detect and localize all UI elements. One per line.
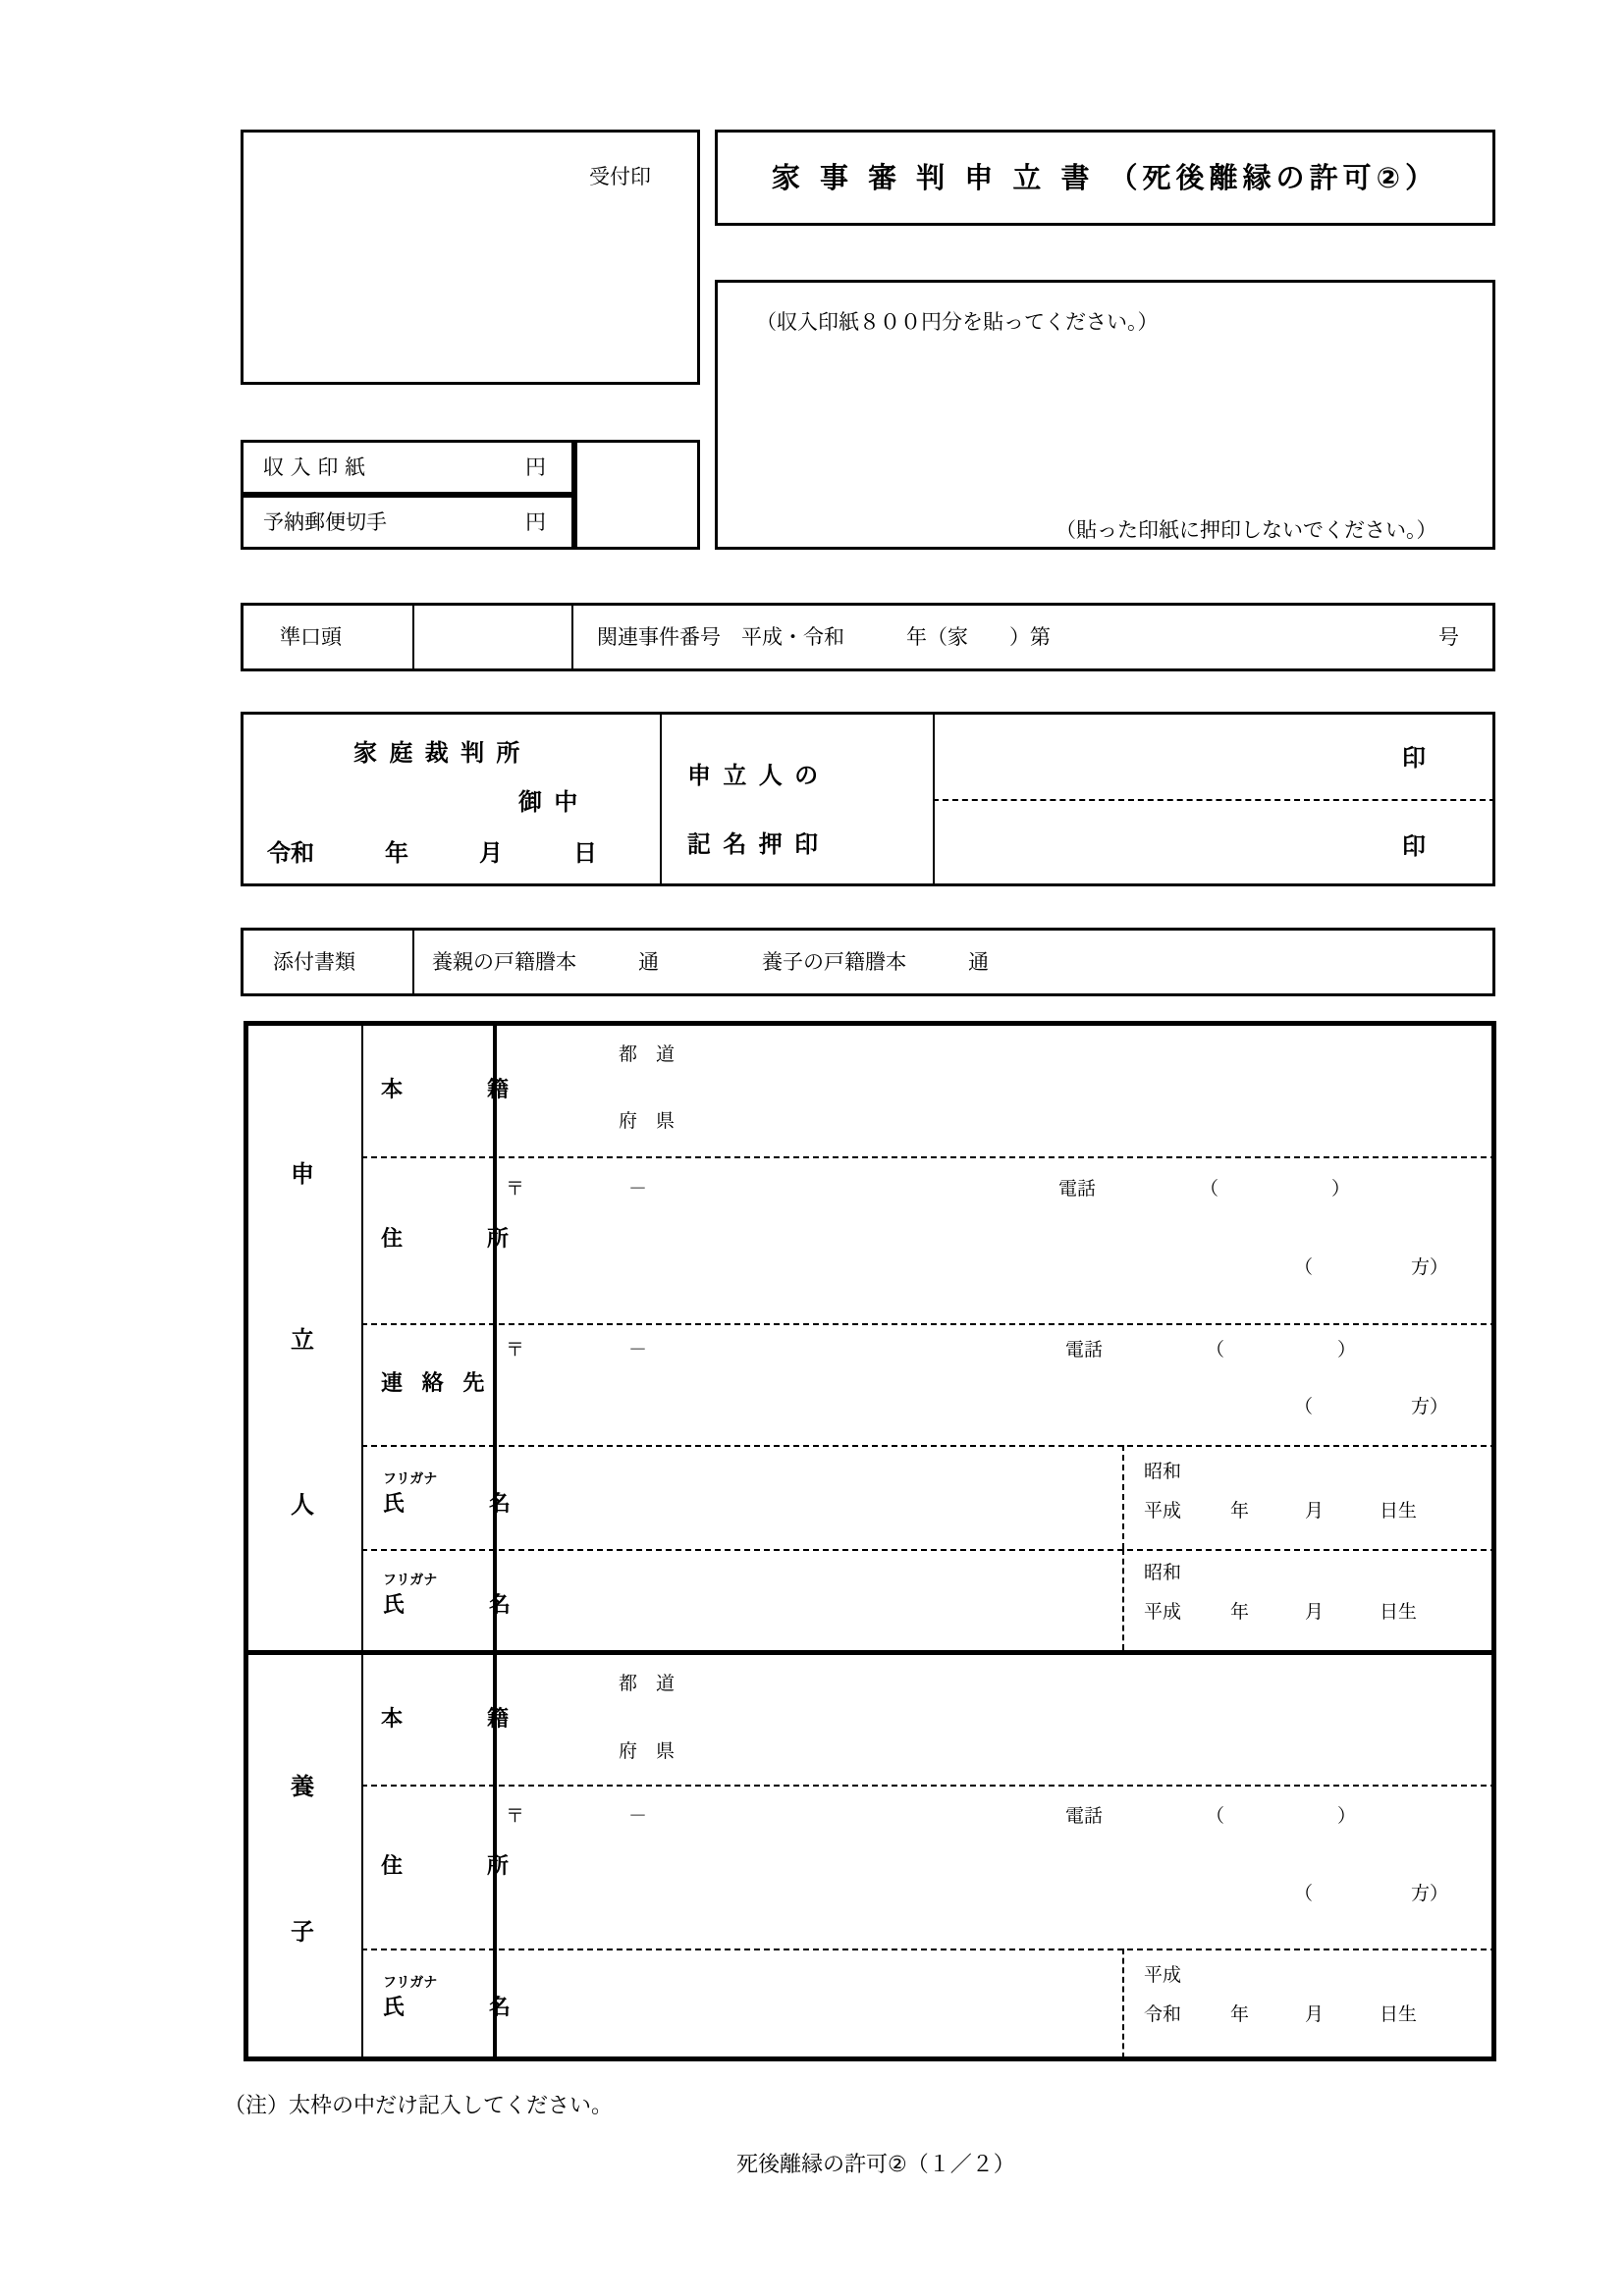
- seal-mark-1[interactable]: 印: [1402, 744, 1426, 772]
- applicant-renrakusaki-bottom: [361, 1445, 1496, 1447]
- filing-date-line: 令和 年 月 日: [267, 839, 597, 867]
- applicant-seal-label-line1: 申 立 人 の: [687, 762, 821, 789]
- group-label-applicant: [244, 1024, 361, 1650]
- child-name-era-reiwa[interactable]: 令和: [1144, 2003, 1182, 2025]
- child-jusho-careof-close: 方）: [1411, 1883, 1449, 1904]
- child-jusho-label: 住 所: [381, 1853, 523, 1879]
- attachments-divider: [412, 928, 414, 996]
- child-name-furigana-label: フリガナ: [383, 1975, 438, 1991]
- applicant-renrakusaki-careof-close: 方）: [1411, 1396, 1449, 1417]
- footer-form-id: 死後離縁の許可②（１／２）: [736, 2153, 1015, 2177]
- applicant-jusho-phone-label: 電話: [1058, 1178, 1097, 1200]
- group-label-adopted-child: [244, 1655, 361, 2058]
- child-jusho-phone-open: （: [1206, 1805, 1225, 1827]
- applicant-name1-bottom: [361, 1549, 1496, 1551]
- fee-postage-label: 予納郵便切手: [263, 509, 387, 534]
- party-group-col-divider: [361, 1024, 363, 2058]
- applicant-honseki-fuken: 府 県: [619, 1110, 676, 1132]
- group-label-applicant-char-1: 申: [291, 1160, 314, 1189]
- group-label-child-char-2: 子: [291, 1918, 314, 1947]
- applicant-honseki-todo: 都 道: [619, 1043, 676, 1065]
- fee-postage-unit: 円: [525, 509, 546, 534]
- applicant-jusho-careof-close: 方）: [1411, 1256, 1449, 1278]
- applicant-renrakusaki-phone-open: （: [1206, 1339, 1225, 1361]
- applicant-renrakusaki-careof-open: （: [1294, 1396, 1314, 1417]
- applicant-name2-era-showa[interactable]: 昭和: [1144, 1562, 1182, 1583]
- fee-stamp-unit: 円: [525, 454, 546, 479]
- child-jusho-postal-dash: －: [628, 1805, 648, 1827]
- court-block-divider-1: [660, 712, 662, 886]
- group-label-applicant-char-2: 立: [291, 1325, 314, 1354]
- seal-cell-split: [933, 799, 1495, 801]
- child-jusho-careof-open: （: [1294, 1883, 1314, 1904]
- case-row-divider-1: [412, 603, 414, 671]
- court-name-label: 家 庭 裁 判 所: [353, 739, 522, 767]
- applicant-jusho-careof-open: （: [1294, 1256, 1314, 1278]
- applicant-renrakusaki-postal-mark: 〒: [506, 1339, 525, 1361]
- child-honseki-fuken: 府 県: [619, 1740, 676, 1762]
- applicant-name2-dob-suffix: 年 月 日生: [1230, 1601, 1418, 1623]
- applicant-jusho-postal-mark: 〒: [506, 1178, 525, 1200]
- applicant-name1-era-showa[interactable]: 昭和: [1144, 1461, 1182, 1482]
- court-honorific-label: 御 中: [518, 788, 580, 816]
- attachments-text[interactable]: 養親の戸籍謄本 通 養子の戸籍謄本 通: [432, 949, 989, 974]
- child-name-dob-divider: [1122, 1949, 1124, 2058]
- applicant-name2-era-heisei[interactable]: 平成: [1144, 1601, 1182, 1623]
- applicant-jusho-bottom: [361, 1323, 1496, 1325]
- applicant-name2-furigana-label: フリガナ: [383, 1573, 438, 1588]
- applicant-jusho-phone-close: ）: [1331, 1178, 1351, 1200]
- child-honseki-bottom: [361, 1785, 1496, 1787]
- group-label-applicant-char-3: 人: [291, 1490, 314, 1519]
- child-honseki-label: 本 籍: [381, 1707, 523, 1732]
- applicant-jusho-phone-open: （: [1200, 1178, 1219, 1200]
- applicant-name1-furigana-label: フリガナ: [383, 1471, 438, 1487]
- child-name-era-heisei[interactable]: 平成: [1144, 1964, 1182, 1986]
- applicant-honseki-bottom: [361, 1156, 1496, 1158]
- applicant-name2-dob-divider: [1122, 1549, 1124, 1650]
- group-label-child-char-1: 養: [291, 1772, 314, 1800]
- applicant-name1-dob-suffix: 年 月 日生: [1230, 1500, 1418, 1522]
- applicant-name2-label: 氏 名: [383, 1593, 525, 1618]
- no-seal-note: （貼った印紙に押印しないでください。）: [1056, 518, 1437, 542]
- case-number-suffix: 号: [1438, 624, 1459, 649]
- applicant-jusho-postal-dash: －: [628, 1178, 648, 1200]
- seal-mark-2[interactable]: 印: [1402, 832, 1426, 860]
- child-jusho-phone-close: ）: [1337, 1805, 1357, 1827]
- applicant-name1-dob-divider: [1122, 1445, 1124, 1549]
- child-name-dob-suffix: 年 月 日生: [1230, 2003, 1418, 2025]
- child-name-label: 氏 名: [383, 1996, 525, 2020]
- revenue-stamp-note: （収入印紙８００円分を貼ってください。）: [756, 310, 1159, 334]
- attachments-label: 添付書類: [273, 949, 355, 974]
- applicant-name1-label: 氏 名: [383, 1492, 525, 1517]
- applicant-renrakusaki-postal-dash: －: [628, 1339, 648, 1361]
- child-honseki-todo: 都 道: [619, 1673, 676, 1694]
- applicant-jusho-label: 住 所: [381, 1227, 523, 1252]
- page-title: 家 事 審 判 申 立 書 （死後離縁の許可②）: [771, 160, 1439, 194]
- footer-note: （注）太枠の中だけ記入してください。: [224, 2094, 614, 2118]
- applicant-renrakusaki-phone-label: 電話: [1065, 1339, 1104, 1361]
- related-case-number-label: 関連事件番号 平成・令和 年（家 ）第: [597, 624, 1051, 649]
- fee-stamp-label: 収 入 印 紙: [263, 454, 366, 479]
- receipt-stamp-label: 受付印: [589, 165, 651, 188]
- applicant-name1-era-heisei[interactable]: 平成: [1144, 1500, 1182, 1522]
- child-jusho-bottom: [361, 1949, 1496, 1950]
- applicant-renrakusaki-label: 連 絡 先: [381, 1371, 491, 1396]
- fee-side-blank-cell: [574, 440, 700, 550]
- case-row-divider-2: [571, 603, 573, 671]
- applicant-honseki-label: 本 籍: [381, 1077, 523, 1102]
- applicant-renrakusaki-phone-close: ）: [1337, 1339, 1357, 1361]
- applicant-seal-label-line2: 記 名 押 印: [687, 830, 821, 858]
- oral-label: 準口頭: [280, 624, 342, 649]
- child-jusho-phone-label: 電話: [1065, 1805, 1104, 1827]
- child-jusho-postal-mark: 〒: [506, 1805, 525, 1827]
